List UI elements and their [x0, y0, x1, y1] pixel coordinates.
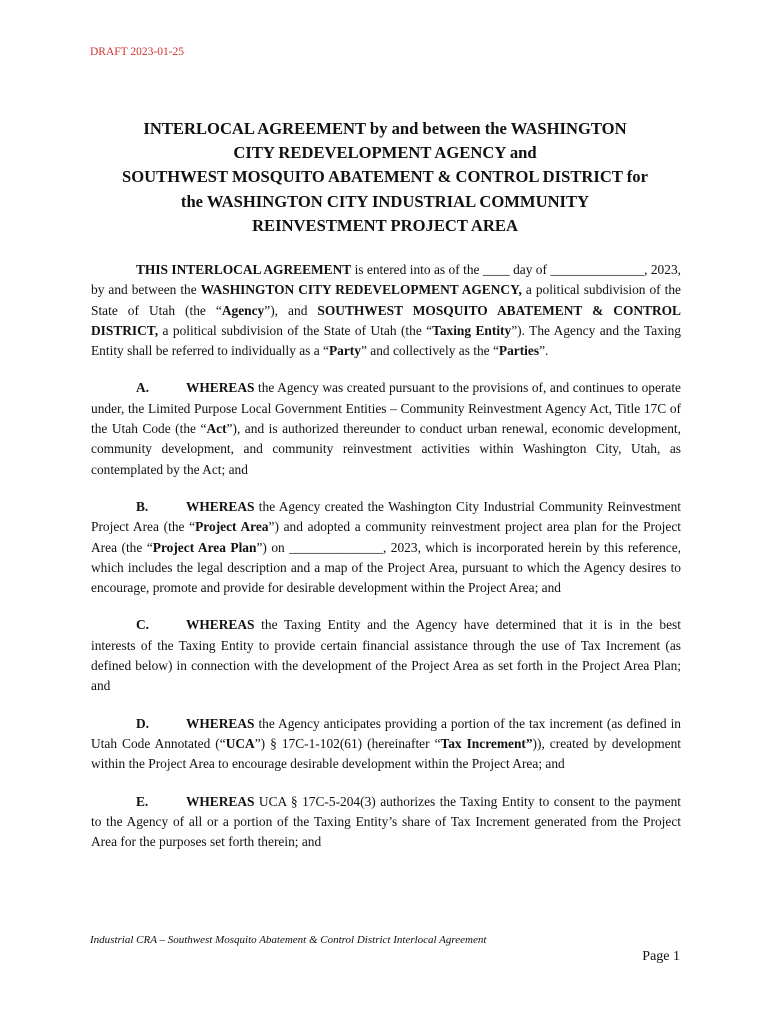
draft-label: DRAFT 2023-01-25	[90, 46, 185, 58]
intro-text-2: a political subdivision of the State of Utah (the “	[91, 282, 681, 318]
recital-d-bold-2: Tax Increment”	[440, 735, 533, 751]
recital-a-letter: A.	[136, 380, 150, 396]
intro-bold-2: WASHINGTON CITY REDEVELOPMENT AGENCY,	[200, 282, 522, 298]
intro-bold-3: Agency	[221, 302, 265, 318]
page-number: Page 1	[642, 949, 680, 964]
recital-a	[91, 378, 681, 479]
recital-d-whereas: WHEREAS	[186, 715, 255, 731]
recital-d	[91, 714, 681, 775]
intro-bold-1: THIS INTERLOCAL AGREEMENT	[136, 262, 352, 277]
recital-c-text-1: the Taxing Entity and the Agency have determined that it is in the best interests of the Taxing Entity to provide certain financial assistance through the use of Tax Increment (as defined below) in connection with the development of the Project Area as set forth in the Project Area Plan; and	[91, 617, 681, 694]
title-line-2: CITY REDEVELOPMENT AGENCY and	[233, 143, 537, 163]
page-footer: Industrial CRA – Southwest Mosquito Abatement & Control District Interlocal Agreement	[90, 934, 487, 946]
recital-d-text-1: the Agency anticipates providing a portion of the tax increment (as defined in Utah Code Annotated (“	[91, 715, 681, 751]
title-line-5: REINVESTMENT PROJECT AREA	[252, 215, 518, 235]
recital-c-letter: C.	[136, 617, 150, 633]
intro-text-5: ”). The Agency and the Taxing Entity shall be referred to individually as a “	[91, 322, 681, 359]
recital-d-letter: D.	[136, 715, 150, 731]
recital-b-text-3: ”) on ______________, 2023, which is incorporated herein by this reference, which includes the legal description and a map of the Project Area, pursuant to which the Agency desires to encourage, promote and provide for desirable development within the Project Area; and	[91, 539, 682, 596]
intro-bold-7: Parties	[498, 343, 540, 359]
recital-b-bold-2: Project Area Plan	[152, 539, 257, 555]
intro-text-3: ”), and	[264, 302, 318, 318]
intro-text-7: ”.	[539, 343, 549, 359]
recital-a-text-1: the Agency was created pursuant to the provisions of, and continues to operate under, the Limited Purpose Local Government Entities – Community Reinvestment Agency Act, Title 17C of the Utah Code (the “	[91, 380, 681, 437]
recital-d-bold-1: UCA	[225, 735, 255, 751]
intro-bold-4: SOUTHWEST MOSQUITO ABATEMENT & CONTROL DISTRICT,	[91, 302, 681, 338]
recital-d-text-3: )), created by development within the Project Area to encourage desirable development within the Project Area; and	[91, 735, 681, 772]
recital-e	[91, 792, 681, 853]
document-title	[80, 117, 690, 238]
title-line-4: the WASHINGTON CITY INDUSTRIAL COMMUNITY	[180, 191, 590, 211]
intro-text-1: is entered into as of the ____ day of ______________, 2023, by and between the	[91, 262, 681, 298]
recital-b-text-1: the Agency created the Washington City Industrial Community Reinvestment Project Area (the “	[91, 498, 681, 535]
recital-e-letter: E.	[136, 793, 149, 809]
intro-bold-6: Party	[328, 343, 361, 359]
intro-bold-5: Taxing Entity	[432, 322, 512, 338]
recital-c	[91, 615, 681, 696]
recital-d-text-2: ”) § 17C-1-102(61) (hereinafter “	[254, 735, 441, 751]
intro-paragraph	[91, 260, 681, 361]
title-line-3: SOUTHWEST MOSQUITO ABATEMENT & CONTROL DISTRICT for	[122, 167, 648, 187]
recital-e-text-1: UCA § 17C-5-204(3) authorizes the Taxing Entity to consent to the payment to the Agency of all or a portion of the Taxing Entity’s share of Tax Increment generated from the Project Area for the purposes set forth therein; and	[91, 793, 681, 850]
recital-b	[91, 497, 681, 598]
recital-b-bold-1: Project Area	[195, 519, 269, 535]
recital-c-whereas: WHEREAS	[186, 617, 255, 633]
title-line-1: INTERLOCAL AGREEMENT by and between the WASHINGTON	[143, 119, 627, 138]
recital-e-whereas: WHEREAS	[186, 793, 255, 809]
recital-b-letter: B.	[136, 498, 149, 514]
recital-b-text-2: ”) and adopted a community reinvestment project area plan for the Project Area (the “	[91, 519, 682, 555]
recital-a-bold-1: Act	[206, 421, 227, 437]
recital-a-text-2: ”), and is authorized thereunder to conduct urban renewal, economic development, community development, and community reinvestment activities within Washington City, Utah, as contemplated by the Act; and	[91, 421, 681, 477]
document-body	[91, 260, 681, 869]
intro-text-4: a political subdivision of the State of Utah (the “	[158, 322, 433, 338]
recital-a-whereas: WHEREAS	[186, 380, 255, 396]
intro-text-6: ” and collectively as the “	[360, 343, 499, 359]
recital-b-whereas: WHEREAS	[186, 498, 255, 514]
